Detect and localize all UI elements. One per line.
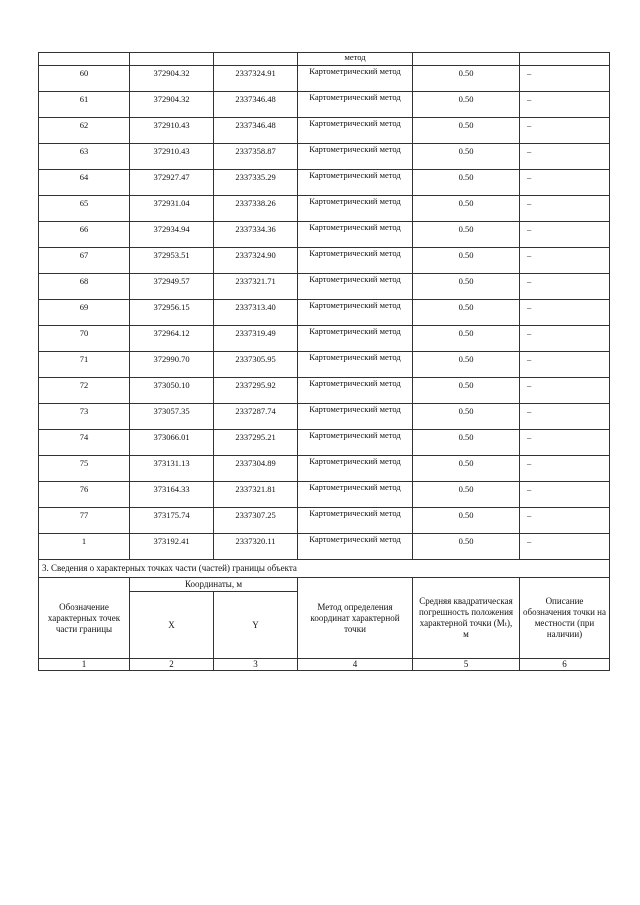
- method-cell: Картометрический метод: [298, 326, 413, 352]
- precision-cell: 0.50: [413, 482, 520, 508]
- table-row: [39, 456, 610, 482]
- precision-cell: 0.50: [413, 352, 520, 378]
- method-cell: Картометрический метод: [298, 66, 413, 92]
- point-number: 76: [39, 482, 130, 508]
- column-number-row: [39, 659, 610, 671]
- point-number: 68: [39, 274, 130, 300]
- point-number: 1: [39, 534, 130, 560]
- precision-cell: 0.50: [413, 144, 520, 170]
- precision-cell: 0.50: [413, 196, 520, 222]
- coord-x: 373066.01: [130, 430, 214, 456]
- column-number: 4: [298, 659, 413, 671]
- table-row: [39, 222, 610, 248]
- table-row: [39, 118, 610, 144]
- precision-cell: 0.50: [413, 508, 520, 534]
- header-precision: Средняя квадратическая погрешность положения характерной точки (Mₜ), м: [413, 578, 520, 659]
- coord-y: 2337287.74: [214, 404, 298, 430]
- point-number: 62: [39, 118, 130, 144]
- point-number: 64: [39, 170, 130, 196]
- coord-x: 372956.15: [130, 300, 214, 326]
- method-cell: Картометрический метод: [298, 378, 413, 404]
- table-row: [39, 248, 610, 274]
- precision-cell: 0.50: [413, 222, 520, 248]
- description-cell: –: [520, 92, 610, 118]
- description-cell: –: [520, 482, 610, 508]
- coordinates-table: [38, 52, 610, 671]
- method-cell: Картометрический метод: [298, 352, 413, 378]
- point-number: 75: [39, 456, 130, 482]
- column-number: 6: [520, 659, 610, 671]
- header-y: Y: [214, 592, 298, 659]
- coord-x: 372927.47: [130, 170, 214, 196]
- description-cell: –: [520, 196, 610, 222]
- precision-cell: 0.50: [413, 404, 520, 430]
- table-row: [39, 92, 610, 118]
- point-number: 69: [39, 300, 130, 326]
- header-coordinates: Координаты, м: [130, 578, 298, 592]
- coord-x: 373131.13: [130, 456, 214, 482]
- table-row: [39, 482, 610, 508]
- method-cell: Картометрический метод: [298, 118, 413, 144]
- method-cell: Картометрический метод: [298, 222, 413, 248]
- point-number: 63: [39, 144, 130, 170]
- description-cell: –: [520, 248, 610, 274]
- coord-y: 2337324.91: [214, 66, 298, 92]
- coord-x: 373164.33: [130, 482, 214, 508]
- method-cell: Картометрический метод: [298, 274, 413, 300]
- coord-x: 372934.94: [130, 222, 214, 248]
- coord-x: 372904.32: [130, 66, 214, 92]
- header-x: X: [130, 592, 214, 659]
- point-number: 71: [39, 352, 130, 378]
- method-cell: Картометрический метод: [298, 300, 413, 326]
- description-cell: –: [520, 170, 610, 196]
- point-number: 66: [39, 222, 130, 248]
- description-cell: –: [520, 404, 610, 430]
- method-cell: Картометрический метод: [298, 508, 413, 534]
- header-description: Описание обозначения точки на местности (при наличии): [520, 578, 610, 659]
- point-number: 74: [39, 430, 130, 456]
- coord-y: 2337295.92: [214, 378, 298, 404]
- header-row: [39, 578, 610, 592]
- description-cell: –: [520, 352, 610, 378]
- description-cell: –: [520, 456, 610, 482]
- coord-y: 2337335.29: [214, 170, 298, 196]
- description-cell: –: [520, 66, 610, 92]
- description-cell: –: [520, 508, 610, 534]
- coord-y: 2337313.40: [214, 300, 298, 326]
- table-row: [39, 144, 610, 170]
- description-cell: –: [520, 144, 610, 170]
- table-row: [39, 430, 610, 456]
- table-row: [39, 508, 610, 534]
- coord-y: 2337338.26: [214, 196, 298, 222]
- point-number: 61: [39, 92, 130, 118]
- coord-x: 372990.70: [130, 352, 214, 378]
- point-number: 67: [39, 248, 130, 274]
- precision-cell: 0.50: [413, 274, 520, 300]
- coord-y: 2337321.71: [214, 274, 298, 300]
- coord-x: 372910.43: [130, 144, 214, 170]
- point-number: 72: [39, 378, 130, 404]
- header-method: Метод определения координат характерной точки: [298, 578, 413, 659]
- table-row: [39, 534, 610, 560]
- precision-cell: 0.50: [413, 300, 520, 326]
- table-row: [39, 352, 610, 378]
- coord-y: 2337304.89: [214, 456, 298, 482]
- method-cell: Картометрический метод: [298, 92, 413, 118]
- coord-x: 373175.74: [130, 508, 214, 534]
- coord-y: 2337346.48: [214, 92, 298, 118]
- point-number: 77: [39, 508, 130, 534]
- table-row: [39, 66, 610, 92]
- method-cell: Картометрический метод: [298, 456, 413, 482]
- coord-y: 2337321.81: [214, 482, 298, 508]
- section-title-row: [39, 560, 610, 578]
- precision-cell: 0.50: [413, 456, 520, 482]
- method-cell: Картометрический метод: [298, 482, 413, 508]
- method-cell: Картометрический метод: [298, 534, 413, 560]
- coord-y: 2337307.25: [214, 508, 298, 534]
- method-cell: метод: [298, 53, 413, 66]
- description-cell: –: [520, 274, 610, 300]
- precision-cell: 0.50: [413, 118, 520, 144]
- coord-y: 2337305.95: [214, 352, 298, 378]
- coord-x: 372949.57: [130, 274, 214, 300]
- header-point: Обозначение характерных точек части границы: [39, 578, 130, 659]
- table-row: [39, 326, 610, 352]
- table-row: [39, 274, 610, 300]
- description-cell: –: [520, 534, 610, 560]
- table-row: [39, 170, 610, 196]
- coord-x: 373192.41: [130, 534, 214, 560]
- coord-y: 2337346.48: [214, 118, 298, 144]
- description-cell: –: [520, 222, 610, 248]
- method-cell: Картометрический метод: [298, 248, 413, 274]
- table-row: [39, 378, 610, 404]
- description-cell: –: [520, 378, 610, 404]
- column-number: 5: [413, 659, 520, 671]
- point-number: 65: [39, 196, 130, 222]
- method-cell: Картометрический метод: [298, 430, 413, 456]
- column-number: 3: [214, 659, 298, 671]
- column-number: 1: [39, 659, 130, 671]
- point-number: 70: [39, 326, 130, 352]
- method-cell: Картометрический метод: [298, 170, 413, 196]
- coord-y: 2337320.11: [214, 534, 298, 560]
- section-title: 3. Сведения о характерных точках части (частей) границы объекта: [39, 560, 610, 578]
- description-cell: –: [520, 118, 610, 144]
- method-cell: Картометрический метод: [298, 144, 413, 170]
- coord-x: 372953.51: [130, 248, 214, 274]
- description-cell: –: [520, 430, 610, 456]
- point-number: 60: [39, 66, 130, 92]
- coord-x: 372910.43: [130, 118, 214, 144]
- table-row: [39, 404, 610, 430]
- table-row-continued: [39, 53, 610, 66]
- coord-x: 373050.10: [130, 378, 214, 404]
- method-cell: Картометрический метод: [298, 196, 413, 222]
- coord-x: 373057.35: [130, 404, 214, 430]
- coord-y: 2337324.90: [214, 248, 298, 274]
- coord-x: 372964.12: [130, 326, 214, 352]
- coord-x: 372904.32: [130, 92, 214, 118]
- precision-cell: 0.50: [413, 170, 520, 196]
- method-cell: Картометрический метод: [298, 404, 413, 430]
- coord-y: 2337358.87: [214, 144, 298, 170]
- coord-x: 372931.04: [130, 196, 214, 222]
- coord-y: 2337334.36: [214, 222, 298, 248]
- column-number: 2: [130, 659, 214, 671]
- table-row: [39, 196, 610, 222]
- precision-cell: 0.50: [413, 534, 520, 560]
- precision-cell: 0.50: [413, 248, 520, 274]
- point-number: 73: [39, 404, 130, 430]
- coord-y: 2337319.49: [214, 326, 298, 352]
- precision-cell: 0.50: [413, 92, 520, 118]
- precision-cell: 0.50: [413, 430, 520, 456]
- precision-cell: 0.50: [413, 66, 520, 92]
- description-cell: –: [520, 300, 610, 326]
- precision-cell: 0.50: [413, 378, 520, 404]
- description-cell: –: [520, 326, 610, 352]
- precision-cell: 0.50: [413, 326, 520, 352]
- table-row: [39, 300, 610, 326]
- coord-y: 2337295.21: [214, 430, 298, 456]
